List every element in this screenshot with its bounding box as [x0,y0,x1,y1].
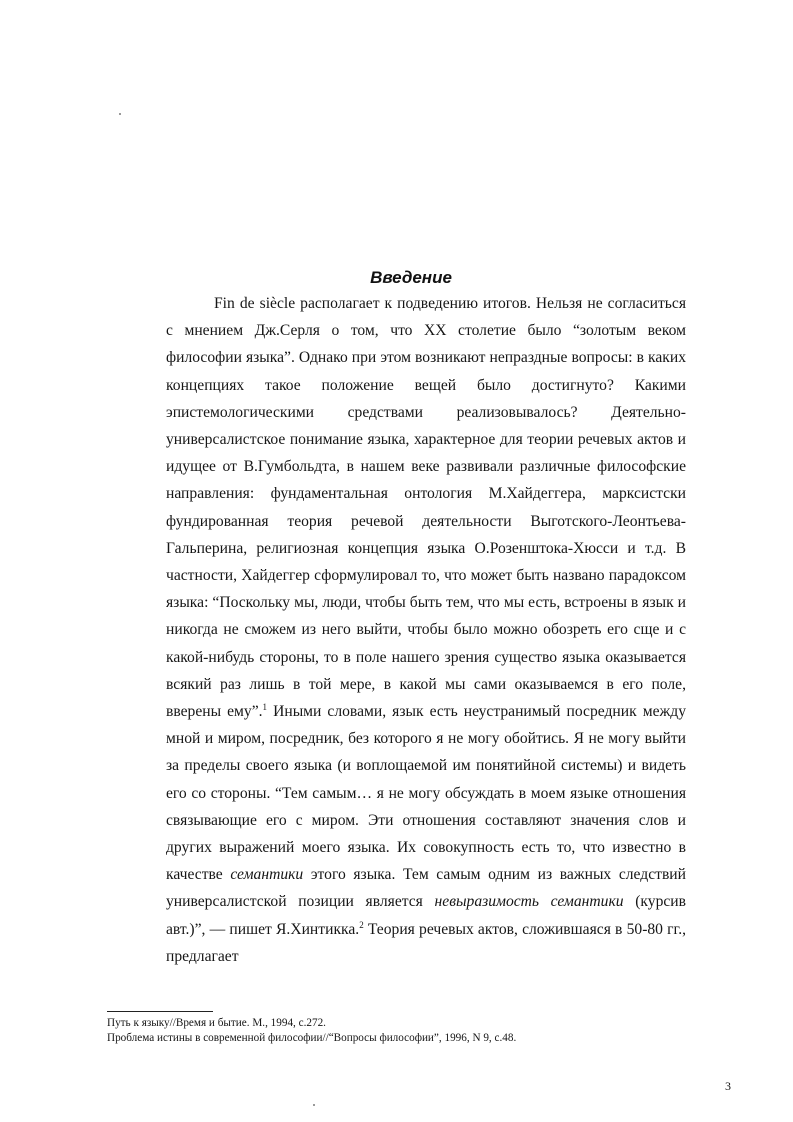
paragraph-text: (курсив авт.)”, — пишет Я.Хинтикка. [166,893,687,938]
paragraph-text: этого языка. Тем самым одним из важных следствий универсалистской позиции является [166,866,686,911]
page-number: 3 [725,1079,731,1093]
footnotes [107,1016,707,1046]
paragraph-text: Теория речевых актов, сложившаяся в 50-80 гг., предлагает [166,920,686,965]
scan-speck [313,1104,315,1106]
footnote-ref-1: 1 [262,702,268,713]
body-paragraph [166,290,686,970]
paragraph-text: Иными словами, язык есть неустранимый посредник между мной и миром, посредник, без которого я не могу обойтись. Я не могу выйти за пределы своего языка (и воплощаемой им понятийной системы) и видеть его со стороны. “Тем самым… я не могу обсуждать в моем языке отношения связывающие его с миром. Эти отношения составляют значения слов и других выражений моего языка. Их совокупность есть то, что известно в качестве [166,703,686,884]
paragraph-text: Fin de siècle располагает к подведению итогов. Нельзя не согласиться с мнением Дж.Серля о том, что XX столетие было “золотым веком философии языка”. Однако при этом возникают непраздные вопросы: в каких концепциях такое положение вещей было достигнуто? Какими эпистемологическими средствами реализовывалось? Деятельно-универсалистское понимание языка, характерное для теории речевых актов и идущее от В.Гумбольдта, в нашем веке развивали различные философские направления: фундаментальная онтология М.Хайдеггера, марксистски фундированная теория речевой деятельности Выготского-Леонтьева-Гальперина, религиозная концепция языка О.Розенштока-Хюсси и т.д. В частности, Хайдеггер сформулировал то, что может быть названо парадоксом языка: “Поскольку мы, люди, чтобы быть тем, что мы есть, встроены в язык и никогда не сможем из него выйти, чтобы было можно обозреть его сще и с какой-нибудь стороны, то в поле нашего зрения существо языка оказывается всякий раз лишь в той мере, в какой мы сами оказываемся в его поле, вверены ему”. [166,295,686,721]
footnote-ref-2: 2 [359,919,364,930]
footnote-2: Проблема истины в современной философии//“Вопросы философии”, 1996, N 9, с.48. [107,1032,517,1044]
section-heading: Введение [370,268,452,287]
scan-speck [119,113,121,115]
italic-term: невыразимость семантики [434,893,624,911]
footnote-1: Путь к языку//Время и бытие. М., 1994, с.272. [107,1017,326,1029]
footnote-divider [107,1011,213,1012]
italic-term: семантики [230,866,304,884]
